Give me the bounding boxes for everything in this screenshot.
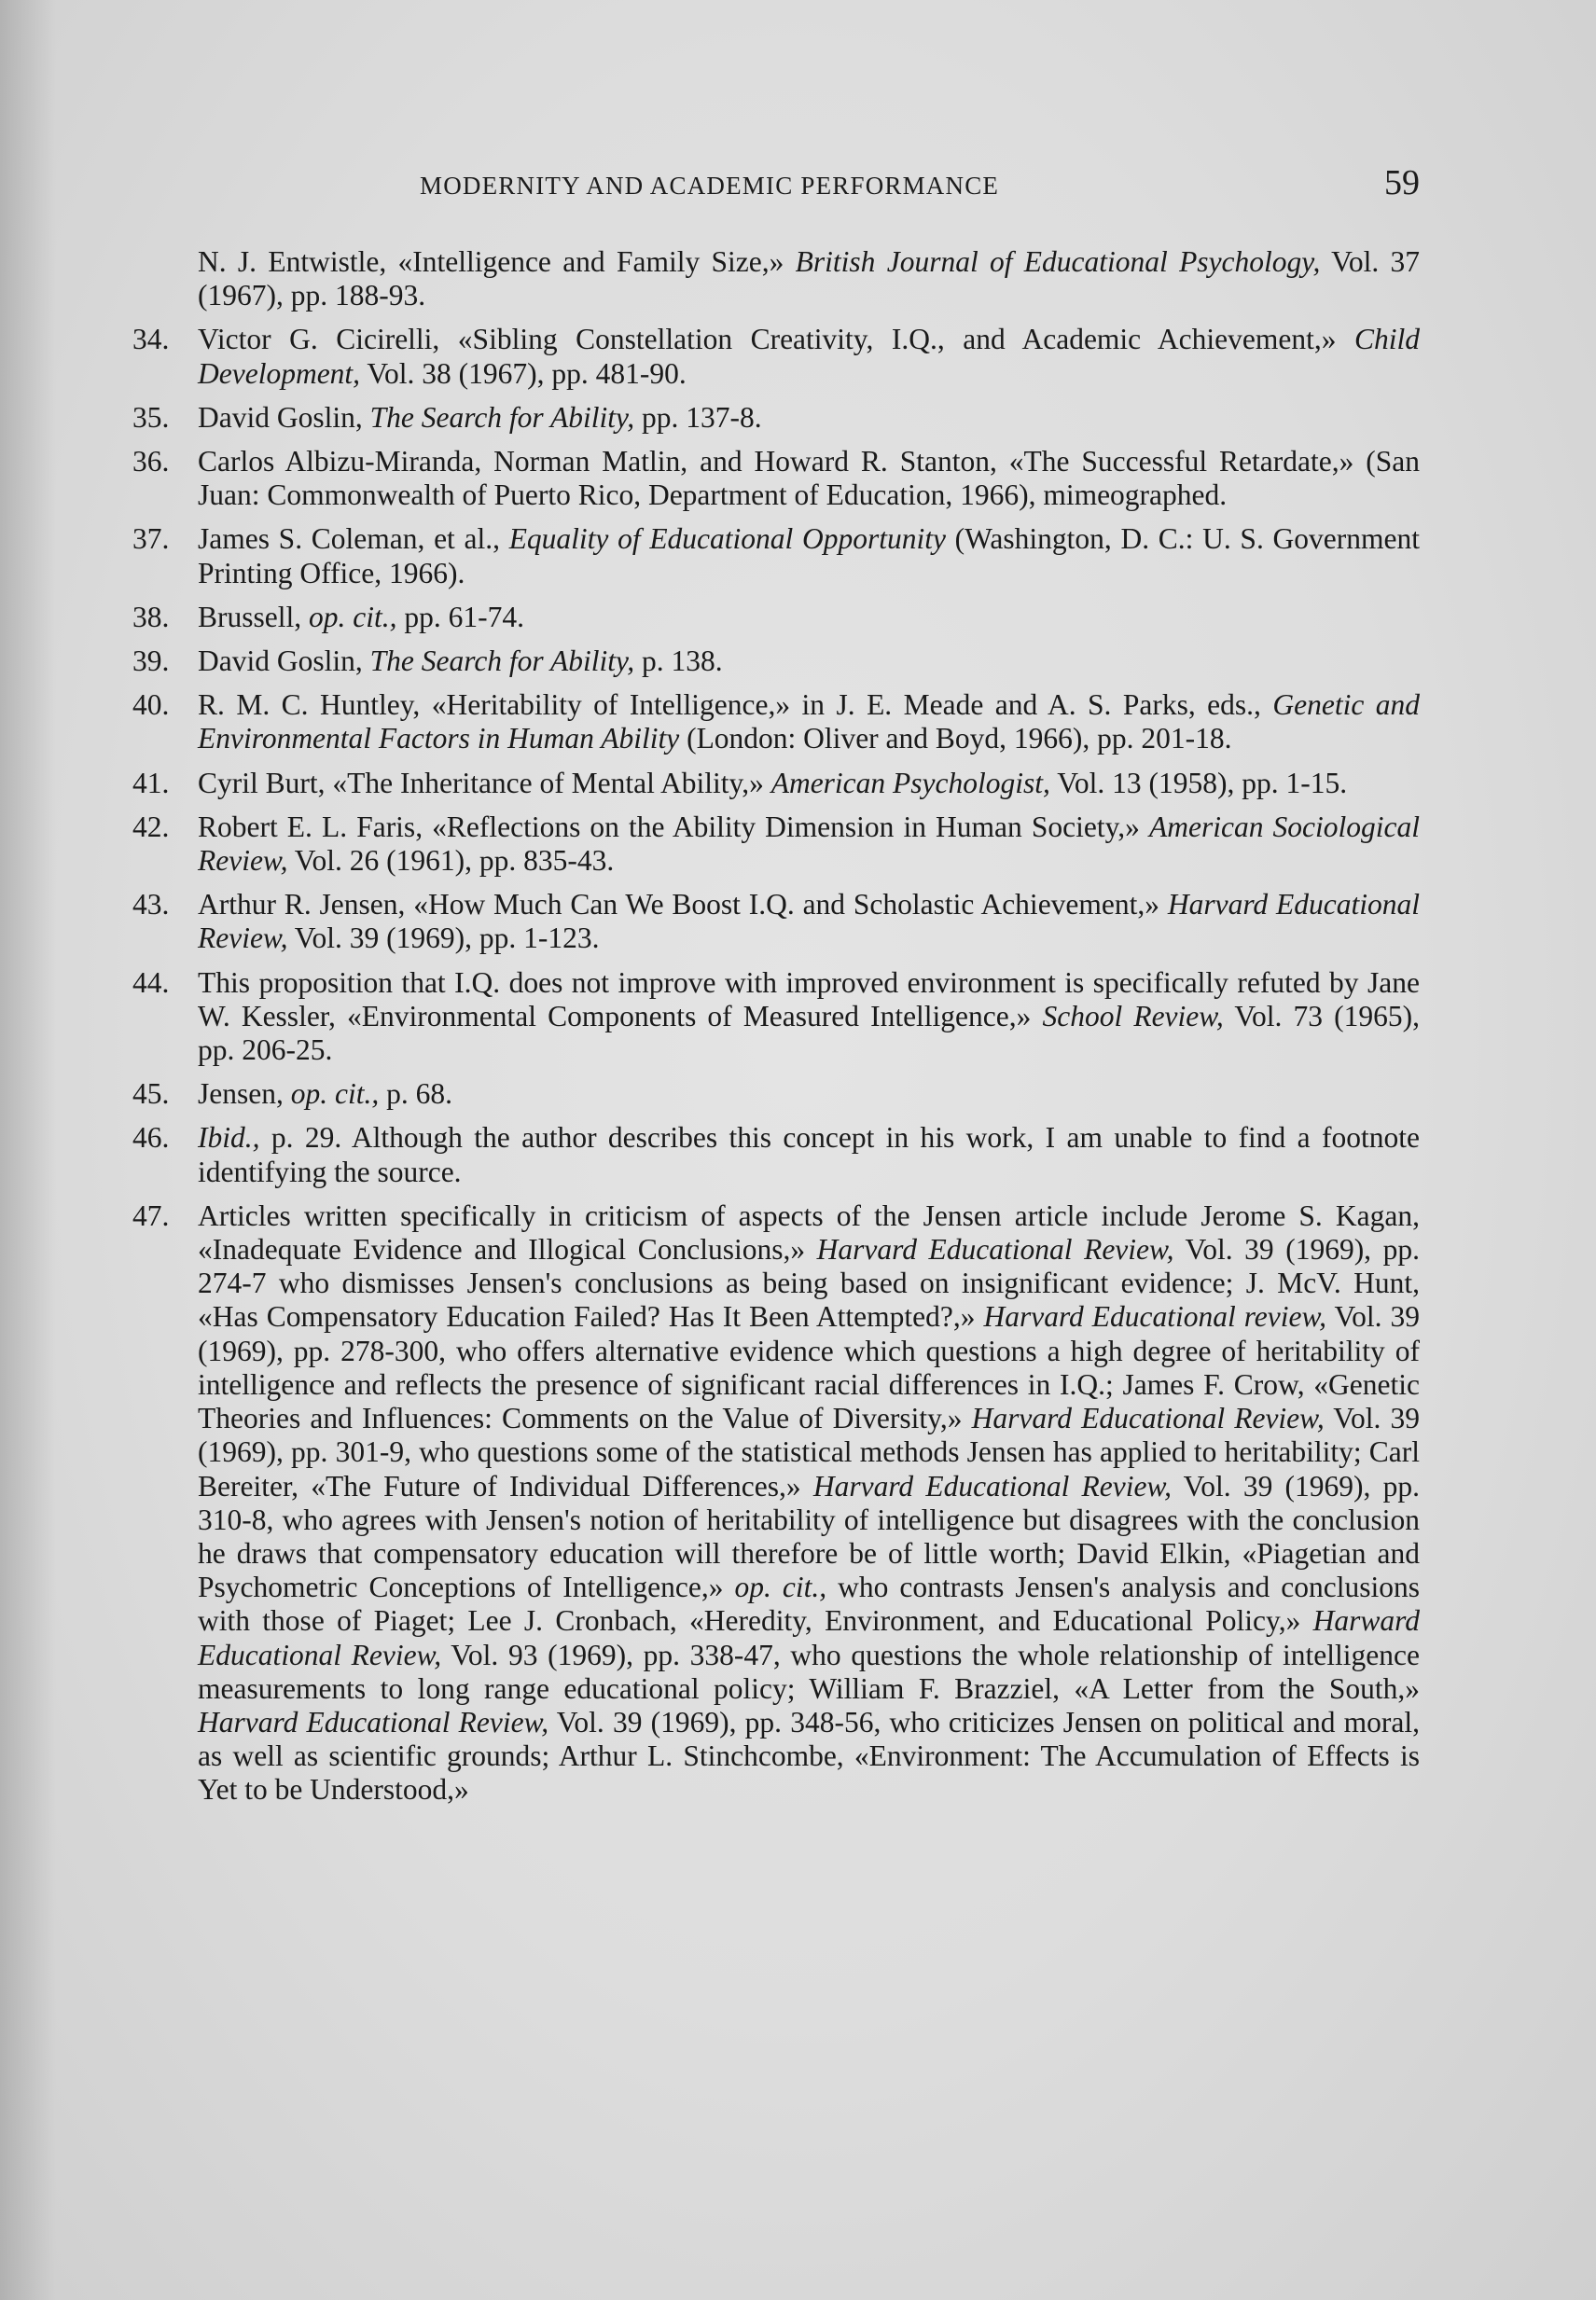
endnote-italic-text: Harvard Educational Review, [816, 1233, 1174, 1267]
endnote-text: Vol. 26 (1961), pp. 835-43. [287, 844, 615, 878]
endnote-number: 45. [132, 1077, 170, 1111]
endnote-text: Robert E. L. Faris, «Reflections on the Ability Dimension in Human Society,» [198, 810, 1149, 843]
endnote-text: David Goslin, [198, 400, 370, 434]
endnote-text: (London: Oliver and Boyd, 1966), pp. 201-18. [679, 722, 1232, 755]
endnote-number: 39. [132, 644, 170, 678]
endnote-number: 37. [132, 522, 170, 556]
endnote-text: Victor G. Cicirelli, «Sibling Constellation Creativity, I.Q., and Academic Achievement,» [198, 323, 1354, 356]
endnote-text: Vol. 39 (1969), pp. 301-9, who questions some of the statistical methods Jensen has applied to heritability; Carl Bereiter, «The Future of Individual Differences,» [198, 1402, 1421, 1503]
endnote-text: Vol. 37 (1967), pp. 188-93. [198, 245, 1420, 312]
endnote-italic-text: op. cit., [309, 600, 397, 633]
endnote-italic-text: Harvard Educational Review, [198, 888, 1420, 955]
endnote-text: Brussell, [198, 600, 310, 633]
page-gutter-shadow [0, 0, 56, 2300]
endnote-number: 38. [132, 600, 170, 633]
endnote-italic-text: Harvard Educational review, [983, 1300, 1327, 1334]
endnote-number: 34. [132, 323, 170, 356]
endnote [132, 888, 1420, 955]
endnote-text: who contrasts Jensen's analysis and conclusions with those of Piaget; Lee J. Cronbach, «Heredity, Environment, and Educational Policy,» [198, 1571, 1420, 1638]
endnote-text: Vol. 73 (1965), pp. 206-25. [198, 999, 1420, 1067]
endnote-text: Arthur R. Jensen, «How Much Can We Boost I.Q. and Scholastic Achievement,» [198, 888, 1168, 921]
endnote-italic-text: Equality of Educational Opportunity [508, 522, 946, 556]
endnote [132, 601, 1420, 634]
endnote-text: Articles written specifically in criticism of aspects of the Jensen article include Jerome S. Kagan, «Inadequate Evidence and Illogical Conclusions,» [198, 1198, 1420, 1267]
endnote [132, 245, 1420, 312]
running-head [196, 163, 1420, 209]
endnote-italic-text: The Search for Ability, [369, 644, 635, 678]
endnote-text: pp. 61-74. [396, 600, 525, 633]
endnote-text: Vol. 13 (1958), pp. 1-15. [1049, 766, 1348, 799]
endnote [132, 811, 1420, 878]
endnote-italic-text: American Sociological Review, [198, 810, 1420, 878]
endnote-italic-text: op. cit., [290, 1077, 380, 1111]
endnote-italic-text: School Review, [1042, 999, 1224, 1032]
endnote-italic-text: Child Development, [198, 323, 1420, 390]
endnote-italic-text: Ibid., [198, 1121, 260, 1155]
endnote [132, 323, 1420, 390]
page-number: 59 [1384, 163, 1420, 202]
endnote [132, 767, 1420, 800]
endnote [132, 644, 1420, 678]
endnote-number: 35. [132, 400, 170, 434]
endnote-text: Vol. 38 (1967), pp. 481-90. [360, 356, 687, 390]
endnote-number: 36. [132, 445, 170, 478]
endnote-italic-text: Harvard Educational Review, [971, 1402, 1325, 1435]
endnote-text: N. J. Entwistle, «Intelligence and Family Size,» [198, 245, 796, 278]
endnote [132, 1121, 1420, 1188]
endnote-text: James S. Coleman, et al., [198, 522, 509, 556]
endnote-text: R. M. C. Huntley, «Heritability of Intelligence,» in J. E. Meade and A. S. Parks, eds., [198, 688, 1273, 722]
endnote-italic-text: Genetic and Environmental Factors in Human Ability [198, 688, 1420, 755]
endnote-italic-text: Harward Educational Review, [198, 1604, 1420, 1671]
endnote-italic-text: Harvard Educational Review, [812, 1469, 1172, 1503]
endnote [132, 522, 1420, 589]
endnote [132, 688, 1420, 755]
endnote-italic-text: British Journal of Educational Psychology, [795, 245, 1321, 278]
endnote-text: (Washington, D. C.: U. S. Government Printing Office, 1966). [198, 522, 1420, 589]
endnote [132, 1199, 1420, 1808]
endnote-number: 42. [132, 810, 170, 843]
endnote-text: Cyril Burt, «The Inheritance of Mental Ability,» [198, 766, 771, 799]
endnote [132, 1077, 1420, 1111]
endnote-number: 40. [132, 688, 170, 722]
endnote-italic-text: American Psychologist, [770, 766, 1050, 799]
endnote-text: p. 138. [634, 644, 723, 678]
endnote-text: Vol. 39 (1969), pp. 274-7 who dismisses Jensen's conclusions as being based on insignificant evidence; J. McV. Hunt, «Has Compensatory Education Failed? Has It Been Attempted?,» [198, 1233, 1420, 1334]
endnote-text: Vol. 39 (1969), pp. 278-300, who offers alternative evidence which questions a high degree of heritability of intelligence and reflects the presence of significant racial differences in I.Q.; James F. Crow, «Genetic Theories and Influences: Comments on the Value of Diversity,» [198, 1300, 1421, 1435]
endnote-text: Jensen, [198, 1077, 291, 1111]
endnote-text: David Goslin, [198, 644, 370, 678]
endnote-text: Vol. 39 (1969), pp. 348-56, who criticizes Jensen on political and moral, as well as scientific grounds; Arthur L. Stinchcombe, «Environment: The Accumulation of Effects is Yet to be Understood,» [198, 1705, 1420, 1807]
endnotes-list [132, 245, 1420, 1818]
endnote-number: 43. [132, 888, 170, 921]
endnote-italic-text: op. cit., [734, 1571, 827, 1604]
endnote-text: p. 29. Although the author describes this concept in his work, I am unable to find a footnote identifying the source. [198, 1121, 1420, 1188]
endnote-italic-text: The Search for Ability, [369, 400, 635, 434]
endnote-text: p. 68. [379, 1077, 452, 1111]
endnote-text: This proposition that I.Q. does not improve with improved environment is specifically refuted by Jane W. Kessler, «Environmental Components of Measured Intelligence,» [198, 965, 1420, 1032]
endnote-text: Carlos Albizu-Miranda, Norman Matlin, and Howard R. Stanton, «The Successful Retardate,» (San Juan: Commonwealth of Puerto Rico, Department of Education, 1966), mimeographed. [198, 445, 1420, 512]
endnote-number: 44. [132, 965, 170, 999]
endnote-text: pp. 137-8. [634, 400, 762, 434]
endnote [132, 966, 1420, 1068]
endnote-number: 47. [132, 1198, 170, 1232]
endnote-text: Vol. 39 (1969), pp. 310-8, who agrees with Jensen's notion of heritability of intelligence but disagrees with the conclusion he draws that compensatory education will therefore be of little worth; David Elkin, «Piagetian and Psychometric Conceptions of Intelligence,» [198, 1469, 1420, 1604]
running-head-title: MODERNITY AND ACADEMIC PERFORMANCE [420, 172, 1000, 200]
endnote-italic-text: Harvard Educational Review, [198, 1705, 549, 1739]
endnote [132, 401, 1420, 435]
endnote-number: 41. [132, 766, 170, 799]
endnote [132, 445, 1420, 512]
endnote-number: 46. [132, 1121, 170, 1155]
endnote-text: Vol. 93 (1969), pp. 338-47, who questions the whole relationship of intelligence measurements to long range educational policy; William F. Brazziel, «A Letter from the South,» [198, 1638, 1420, 1705]
endnote-text: Vol. 39 (1969), pp. 1-123. [287, 921, 600, 955]
